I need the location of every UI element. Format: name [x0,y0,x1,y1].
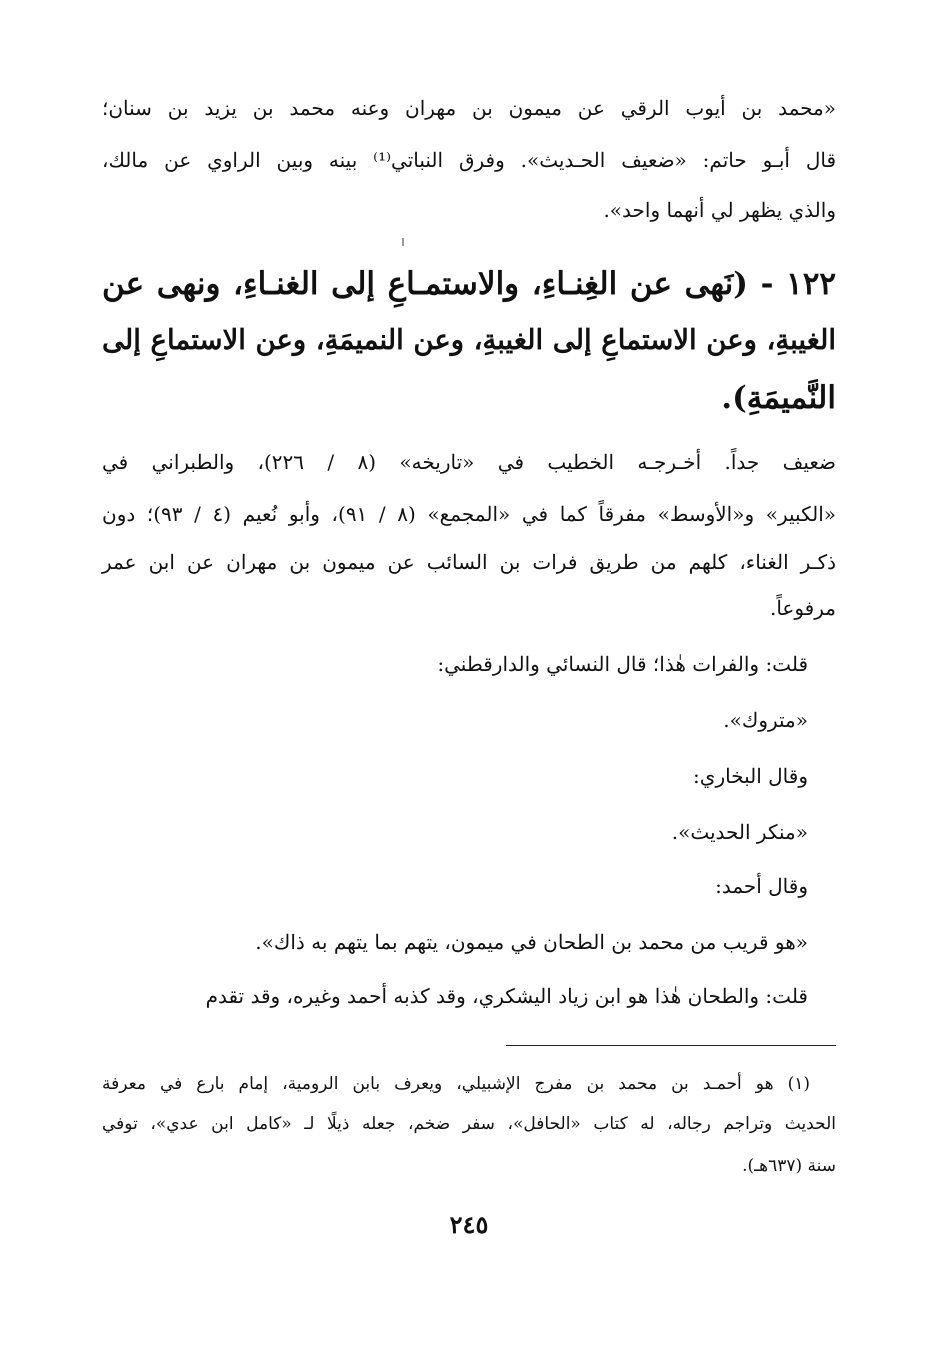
footnote-line: سنة (٦٣٧هـ). [742,1156,836,1176]
text-line: ذكـر الغناء، كلهم من طريق فرات بن السائب عن ميمون بن مهران عن ابن عمر [102,550,836,574]
text-line: قلت: والفرات هٰذا؛ قال النسائي والدارقطني: [437,652,808,676]
footnote-line: الحديث وتراجم رجاله، له كتاب «الحافل»، سفر ضخم، جعله ذيلًا لـ «كامل ابن عدي»، توفي [102,1114,836,1134]
text-line: والذي يظهر لي أنهما واحد». [603,198,836,222]
text-line: ضعيف جداً. أخـرجـه الخطيب في «تاريخه» (٨ / ٢٢٦)، والطبراني في [102,450,837,474]
text-line: مرفوعاً. [769,596,836,620]
text-line: قلت: والطحان هٰذا هو ابن زياد اليشكري، وقد كذبه أحمد وغيره، وقد تقدم [205,984,808,1008]
text-line: وقال البخاري: [693,764,808,788]
quote-line: «هو قريب من محمد بن الطحان في ميمون، يتهم بما يتهم به ذاك». [255,930,808,954]
footnote-divider [506,1045,836,1046]
text-line: وقال أحمد: [715,874,808,898]
quote-line: «متروك». [723,708,808,732]
text-line: قال أبـو حاتم: «ضعيف الحـديث». وفرق النباتي⁽¹⁾ بينه وبين الراوي عن مالك، [102,148,837,172]
hadith-heading-line: النَّميمَةِ). [721,380,836,416]
text-line: «الكبير» و«الأوسط» مفرقاً كما في «المجمع» (٨ / ٩١)، وأبو نُعيم (٤ / ٩٣)؛ دون [102,502,836,526]
hadith-heading-line: الغيبةِ، وعن الاستماعِ إلى الغيبةِ، وعن النميمَةِ، وعن الاستماعِ إلى [102,324,836,356]
scan-speck [402,238,404,246]
text-line: «محمد بن أيوب الرقي عن ميمون بن مهران وعنه محمد بن يزيد بن سنان؛ [102,96,836,120]
hadith-heading-line: ١٢٢ - (نَهى عن الغِنـاءِ، والاستمـاعِ إلى الغنـاءِ، ونهى عن [102,266,836,302]
page-number: ٢٤٥ [449,1210,489,1239]
quote-line: «منكر الحديث». [671,820,808,844]
footnote-line: (١) هو أحمـد بن محمد بن مفرج الإشبيلي، ويعرف بابن الرومية، إمام بارع في معرفة [102,1074,810,1094]
